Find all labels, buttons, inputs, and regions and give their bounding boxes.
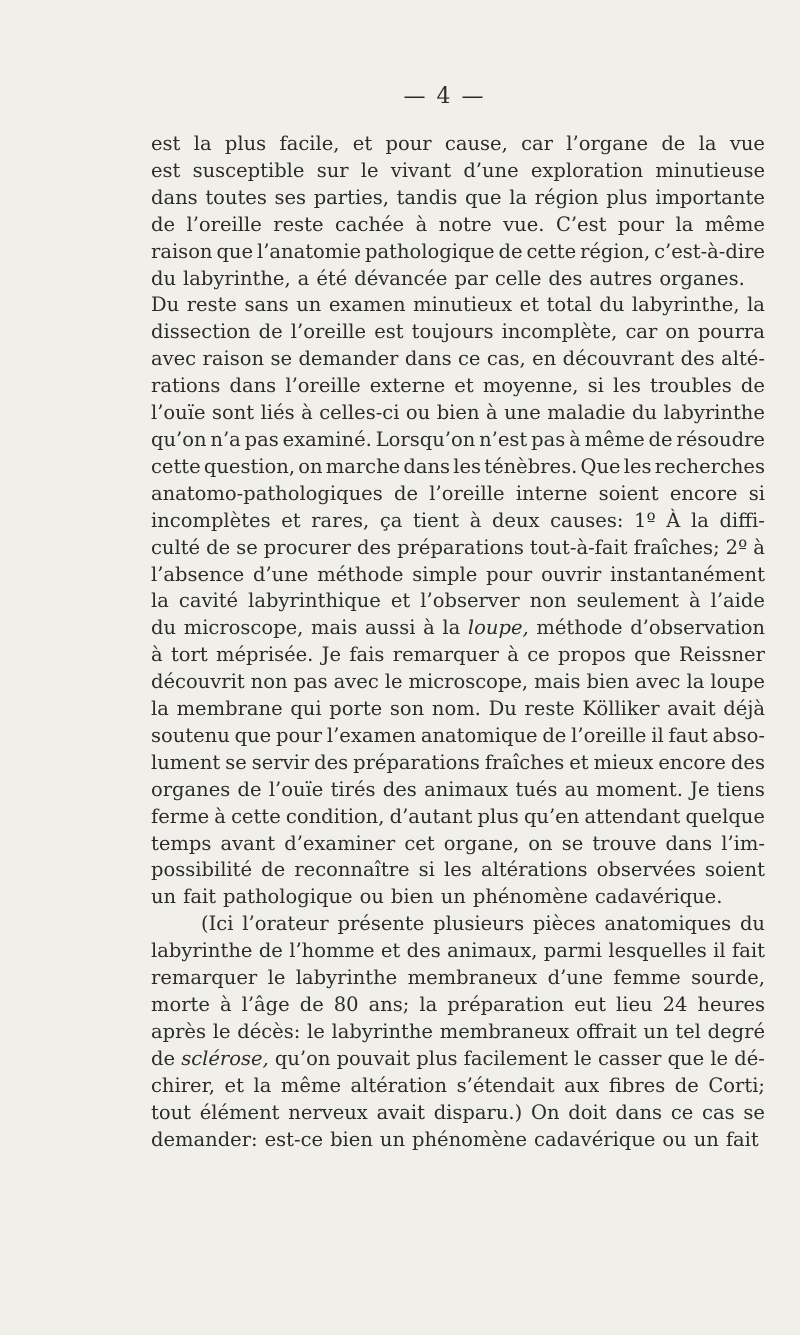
text-line: organes de l’ouïe tirés des animaux tués au moment. Je tiens (151, 777, 765, 801)
text-line: du labyrinthe, a été dévancée par celle des autres organes. (151, 266, 745, 290)
text-line: dissection de l’oreille est toujours incomplète, car on pourra (151, 320, 765, 344)
text-line: soutenu que pour l’examen anatomique de l’oreille il faut abso- (151, 723, 765, 747)
text-line: chirer, et la même altération s’étendait aux fibres de Corti; (151, 1073, 765, 1097)
text-line: à tort méprisée. Je fais remarquer à ce propos que Reissner (151, 643, 765, 667)
text-line: raison que l’anatomie pathologique de cette région, c’est-à-dire (151, 239, 765, 263)
text-line: après le décès: le labyrinthe membraneux offrait un tel degré (151, 1019, 765, 1043)
text-line: qu’on n’a pas examiné. Lorsqu’on n’est pas à même de résoudre (151, 427, 765, 451)
text-line: Du reste sans un examen minutieux et total du labyrinthe, la (151, 293, 765, 317)
text-line: un fait pathologique ou bien un phénomène cadavérique. (151, 885, 723, 909)
text-line: est la plus facile, et pour cause, car l’organe de la vue (151, 132, 765, 155)
text-line: remarquer le labyrinthe membraneux d’une femme sourde, (151, 966, 765, 990)
text-line: l’ouïe sont liés à celles-ci ou bien à une maladie du labyrinthe (151, 401, 765, 425)
text-line: la cavité labyrinthique et l’observer non seulement à l’aide (151, 589, 765, 613)
text-line: morte à l’âge de 80 ans; la préparation eut lieu 24 heures (151, 993, 765, 1016)
body-text (151, 131, 765, 1153)
text-line: incomplètes et rares, ça tient à deux causes: 1º À la diffi- (151, 508, 765, 532)
text-line: temps avant d’examiner cet organe, on se trouve dans l’im- (151, 831, 765, 855)
text-line: (Ici l’orateur présente plusieurs pièces anatomiques du (201, 912, 765, 936)
text-line: possibilité de reconnaître si les altérations observées soient (151, 858, 765, 882)
text-line: lument se servir des préparations fraîches et mieux encore des (151, 750, 765, 774)
text-line: anatomo-pathologiques de l’oreille interne soient encore si (151, 481, 765, 505)
text-line: ferme à cette condition, d’autant plus qu’en attendant quelque (151, 804, 765, 828)
text-line: de sclérose, qu’on pouvait plus facilement le casser que le dé- (151, 1046, 765, 1070)
text-line: labyrinthe de l’homme et des animaux, parmi lesquelles il fait (151, 939, 765, 963)
text-line: dans toutes ses parties, tandis que la région plus importante (151, 185, 765, 209)
text-line: tout élément nerveux avait disparu.) On doit dans ce cas se (151, 1100, 765, 1124)
text-line: la membrane qui porte son nom. Du reste Kölliker avait déjà (151, 697, 765, 721)
text-line: l’absence d’une méthode simple pour ouvrir instantanément (151, 562, 765, 586)
text-line: avec raison se demander dans ce cas, en découvrant des alté- (151, 347, 765, 371)
text-line: cette question, on marche dans les ténèbres. Que les recherches (151, 454, 765, 478)
text-line: rations dans l’oreille externe et moyenne, si les troubles de (151, 374, 765, 398)
text-line: culté de se procurer des préparations tout-à-fait fraîches; 2º à (151, 535, 765, 559)
text-line: découvrit non pas avec le microscope, mais bien avec la loupe (151, 670, 765, 694)
text-line: demander: est-ce bien un phénomène cadavérique ou un fait (151, 1127, 759, 1151)
text-line: de l’oreille reste cachée à notre vue. C’est pour la même (151, 212, 765, 236)
text-line: du microscope, mais aussi à la loupe, méthode d’observation (151, 616, 765, 640)
text-line: est susceptible sur le vivant d’une exploration minutieuse (151, 158, 765, 182)
page-number: — 4 — (403, 84, 486, 109)
